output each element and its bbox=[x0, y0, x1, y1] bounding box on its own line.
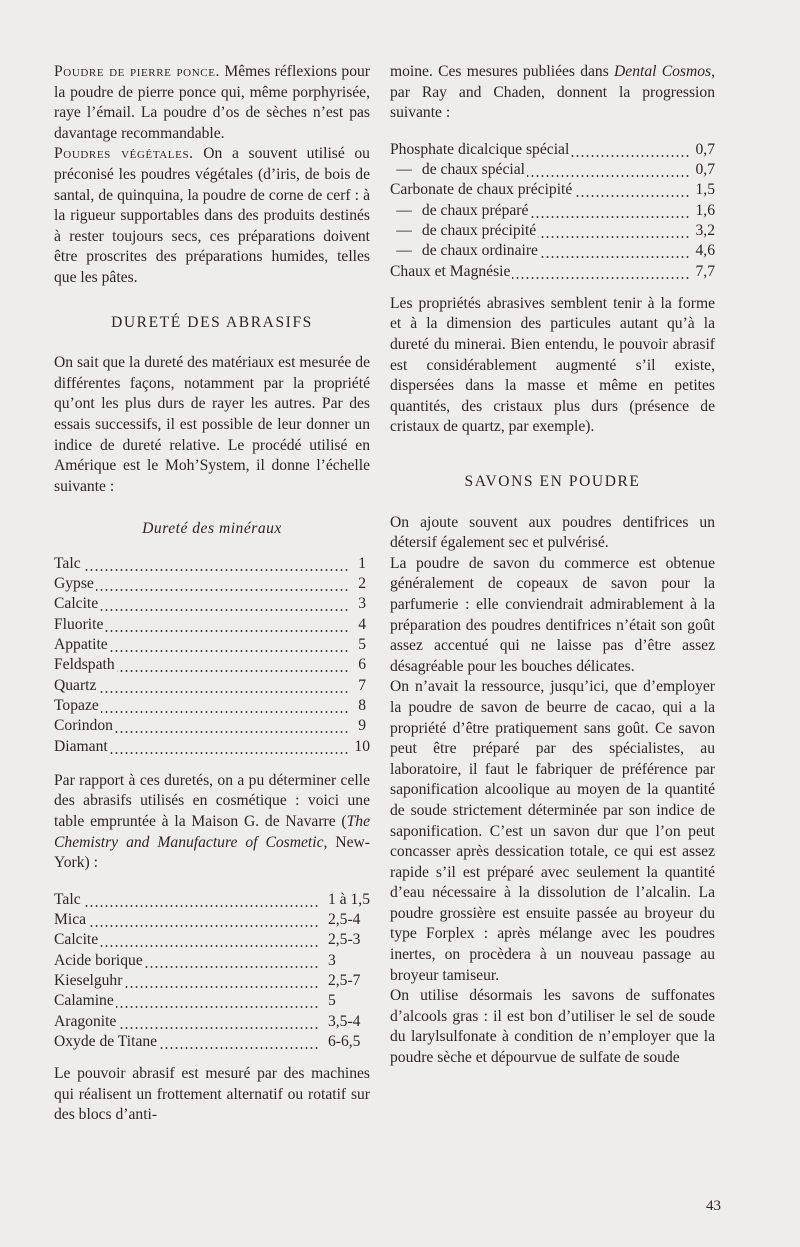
hardness-row-name: Gypse bbox=[54, 575, 94, 593]
phosphate-row-name: de chaux précipité bbox=[458, 181, 573, 199]
hardness-row-value: 4 bbox=[358, 615, 367, 633]
phosphate-row bbox=[390, 201, 715, 221]
phosphate-row-prefix: Chaux bbox=[390, 262, 431, 280]
hardness-row bbox=[54, 716, 370, 736]
hardness-row-value: 9 bbox=[358, 717, 367, 735]
abrasive-row bbox=[54, 910, 370, 930]
abrasive-row-name: Talc bbox=[54, 890, 81, 908]
abrasive-row-value: 2,5-7 bbox=[327, 972, 361, 989]
moine-after: , par Ray and Chaden, donnent la progression suivante : bbox=[390, 63, 715, 122]
right-column bbox=[390, 62, 715, 1069]
text-pierre-ponce: Mêmes réflexions pour la poudre de pierre ponce qui, même porphyrisée, raye l’émail. La poudre d’os de sèches n’est pas davantage recommandable. bbox=[54, 63, 370, 142]
hardness-row bbox=[54, 615, 370, 635]
phosphate-row-name: de chaux préparé bbox=[421, 201, 529, 219]
phosphate-row bbox=[390, 221, 715, 241]
abrasive-row-label-cell bbox=[54, 1032, 318, 1052]
hardness-row-value: 10 bbox=[354, 737, 370, 755]
rapport-before: Par rapport à ces duretés, on a pu déterminer celle des abrasifs utilisés en cosmétique : voici une table empruntée à la Maison G. de Navarre ( bbox=[54, 771, 370, 831]
hardness-row-label-cell bbox=[54, 594, 348, 614]
abrasive-row bbox=[54, 971, 370, 991]
lead-poudres-vegetales: Poudres végétales. bbox=[54, 145, 194, 163]
hardness-row-value: 7 bbox=[358, 676, 367, 694]
abrasive-row bbox=[54, 1032, 370, 1052]
rapport-after: , New-York) : bbox=[54, 833, 370, 872]
phosphate-row-prefix: — bbox=[396, 161, 412, 179]
hardness-row bbox=[54, 635, 370, 655]
hardness-row-label-cell bbox=[54, 737, 348, 757]
hardness-row bbox=[54, 594, 370, 614]
paragraph-savons-3: On n’avait la ressource, jusqu’ici, que d’employer la poudre de savon de beurre de cacao, qui a la propriété d’être pratiquement sans goût. Ce savon peut être préparé par des spécialistes, au laboratoire, il faut le fabriquer de préférence par saponification alcoolique au moyen de la quantité de soude strictement déterminée par son indice de saponification. C’est un savon dur que l’on peut concasser après dessication totale, ce qui est assez rapide s’il est préparé avec seulement la quantité d’eau nécessaire à la dissolution de l’alcalin. La poudre grossière est ensuite passée au broyeur du type Forplex : après mélange avec les poudres inertes, on procèdera à un nouveau passage au broyeur tamiseur. bbox=[390, 678, 715, 984]
phosphate-row-label-cell bbox=[390, 262, 690, 282]
phosphate-row-label-cell bbox=[390, 241, 690, 261]
phosphate-row-name: de chaux spécial bbox=[421, 161, 525, 179]
phosphate-row bbox=[390, 262, 715, 282]
abrasive-row-label-cell bbox=[54, 971, 318, 991]
abrasive-row-label-cell bbox=[54, 1012, 318, 1032]
hardness-row-value: 5 bbox=[358, 636, 367, 654]
abrasive-row-name: Mica bbox=[54, 911, 87, 929]
hardness-row bbox=[54, 574, 370, 594]
phosphate-table bbox=[390, 140, 715, 282]
paragraph-pouvoir-abrasif: Le pouvoir abrasif est mesuré par des machines qui réalisent un frottement alternatif ou rotatif sur des blocs d’anti- bbox=[54, 1065, 370, 1124]
phosphate-row bbox=[390, 241, 715, 261]
hardness-row-name: Appatite bbox=[54, 636, 108, 654]
paragraph-moine bbox=[390, 62, 715, 124]
phosphate-row bbox=[390, 160, 715, 180]
hardness-row-name: Quartz bbox=[54, 676, 97, 694]
rapport-italic: The Chemistry and Manufacture of Cosmetic bbox=[54, 813, 370, 851]
hardness-row-value: 8 bbox=[358, 696, 367, 714]
abrasive-row-value: 2,5-4 bbox=[327, 911, 361, 929]
hardness-row-value: 1 bbox=[358, 554, 367, 572]
abrasive-row-name: Acide borique bbox=[54, 951, 143, 969]
caption-durete-mineraux: Dureté des minéraux bbox=[142, 520, 282, 538]
hardness-row-name: Corindon bbox=[54, 717, 113, 735]
phosphate-row-value: 4,6 bbox=[695, 242, 715, 260]
hardness-row bbox=[54, 696, 370, 716]
hardness-row-label-cell bbox=[54, 655, 348, 675]
phosphate-row-value: 1,5 bbox=[695, 181, 715, 199]
hardness-row bbox=[54, 554, 370, 574]
abrasive-row-value: 3 bbox=[327, 951, 336, 969]
hardness-row bbox=[54, 676, 370, 696]
hardness-row-value: 3 bbox=[358, 595, 367, 613]
phosphate-row-value: 0,7 bbox=[695, 161, 715, 179]
phosphate-row-value: 0,7 bbox=[695, 140, 715, 158]
hardness-row-name: Calcite bbox=[54, 595, 99, 613]
phosphate-row-value: 1,6 bbox=[695, 201, 715, 219]
phosphate-row-prefix: — bbox=[396, 242, 412, 260]
abrasive-row-name: Aragonite bbox=[54, 1012, 117, 1030]
text-poudres-vegetales: On a souvent utilisé ou préconisé les poudres végétales (d’iris, de bois de santal, de quinquina, la poudre de corne de cerf : à la rigueur supportables dans des produits destinés à rester toujours secs, ces préparations doivent être proscrites des préparations humides, telles que les pâtes. bbox=[54, 145, 370, 286]
hardness-row-label-cell bbox=[54, 615, 348, 635]
paragraph-durete-intro: On sait que la dureté des matériaux est mesurée de différentes façons, notamment par la propriété qu’ont les plus durs de rayer les autres. Par des essais successifs, il est possible de leur donner un indice de dureté relative. Le procédé utilisé en Amérique est le Moh’System, il donne l’échelle suivante : bbox=[54, 354, 370, 495]
hardness-row-label-cell bbox=[54, 574, 348, 594]
phosphate-row-value: 3,2 bbox=[695, 221, 715, 239]
hardness-row-value: 2 bbox=[358, 575, 367, 593]
moine-before: moine. Ces mesures publiées dans bbox=[390, 63, 615, 80]
phosphate-row-name: de chaux ordinaire bbox=[421, 242, 538, 260]
heading-savons-poudre: SAVONS EN POUDRE bbox=[464, 473, 641, 491]
phosphate-row-label-cell bbox=[390, 140, 690, 160]
hardness-row-label-cell bbox=[54, 635, 348, 655]
abrasive-row-name: Calamine bbox=[54, 992, 114, 1010]
hardness-row-label-cell bbox=[54, 676, 348, 696]
paragraph-rapport bbox=[54, 771, 370, 874]
phosphate-row-prefix: — bbox=[396, 201, 412, 219]
hardness-row-name: Talc bbox=[54, 554, 81, 572]
abrasive-row-label-cell bbox=[54, 991, 318, 1011]
abrasive-row-label-cell bbox=[54, 930, 318, 950]
page-number: 43 bbox=[706, 1198, 721, 1214]
abrasive-row-value: 2,5-3 bbox=[327, 931, 361, 949]
heading-durete-abrasifs: DURETÉ DES ABRASIFS bbox=[111, 313, 313, 331]
abrasive-row-label-cell bbox=[54, 910, 318, 930]
phosphate-row-label-cell bbox=[390, 180, 690, 200]
phosphate-row-label-cell bbox=[390, 160, 690, 180]
hardness-row bbox=[54, 737, 370, 757]
paragraph-poudres-vegetales bbox=[54, 144, 370, 288]
phosphate-row-value: 7,7 bbox=[695, 262, 715, 280]
phosphate-row-name: dicalcique spécial bbox=[458, 140, 570, 158]
phosphate-row-prefix: Carbonate bbox=[390, 181, 455, 199]
abrasive-row bbox=[54, 930, 370, 950]
moine-italic: Dental Cosmos bbox=[614, 63, 712, 80]
phosphate-row bbox=[390, 140, 715, 160]
abrasive-row bbox=[54, 951, 370, 971]
hardness-row-label-cell bbox=[54, 554, 348, 574]
abrasive-row-name: Kieselguhr bbox=[54, 972, 123, 989]
abrasive-row bbox=[54, 991, 370, 1011]
abrasive-row bbox=[54, 1012, 370, 1032]
abrasive-table bbox=[54, 890, 370, 1052]
hardness-row-name: Topaze bbox=[54, 696, 99, 714]
abrasive-row-value: 3,5-4 bbox=[327, 1012, 361, 1030]
abrasive-row bbox=[54, 890, 370, 910]
paragraph-savons-2: La poudre de savon du commerce est obtenue généralement de copeaux de savon pour la parfumerie : elle conviendrait admirablement à la préparation des poudres dentifrices n’était son goût assez accentué qui ne laisse pas d’être assez désagréable pour les bouches délicates. bbox=[390, 554, 715, 675]
hardness-row-name: Fluorite bbox=[54, 615, 104, 633]
hardness-row-name: Feldspath bbox=[54, 656, 115, 674]
phosphate-row-name: et Magnésie bbox=[434, 262, 511, 280]
paragraph-pierre-ponce bbox=[54, 62, 370, 144]
hardness-row bbox=[54, 655, 370, 675]
abrasive-row-value: 1 à 1,5 bbox=[327, 890, 370, 908]
paragraph-proprietes: Les propriétés abrasives semblent tenir à la forme et à la dimension des particules autant qu’à la dureté du minerai. Bien entendu, le pouvoir abrasif est considérablement augmenté s’il existe, dispersées dans la masse et même en petites quantités, des cristaux plus durs (présence de cristaux de quartz, par exemple). bbox=[390, 294, 715, 436]
phosphate-row-label-cell bbox=[390, 221, 690, 241]
phosphate-row-prefix: Phosphate bbox=[390, 140, 455, 158]
hardness-row-value: 6 bbox=[358, 656, 367, 674]
phosphate-row bbox=[390, 180, 715, 200]
abrasive-row-name: Oxyde de Titane bbox=[54, 1032, 158, 1050]
phosphate-row-name: de chaux précipité bbox=[421, 221, 537, 239]
left-column bbox=[54, 62, 370, 1126]
paragraph-savons-1: On ajoute souvent aux poudres dentifrices un détersif également sec et pulvérisé. bbox=[390, 513, 715, 552]
hardness-row-label-cell bbox=[54, 696, 348, 716]
hardness-row-name: Diamant bbox=[54, 737, 108, 755]
phosphate-row-label-cell bbox=[390, 201, 690, 221]
abrasive-row-value: 5 bbox=[327, 992, 336, 1010]
phosphate-row-prefix: — bbox=[396, 221, 412, 239]
abrasive-row-value: 6-6,5 bbox=[327, 1032, 361, 1050]
hardness-table bbox=[54, 554, 370, 757]
abrasive-row-label-cell bbox=[54, 890, 318, 910]
abrasive-row-label-cell bbox=[54, 951, 318, 971]
abrasive-row-name: Calcite bbox=[54, 931, 99, 949]
lead-pierre-ponce: Poudre de pierre ponce. bbox=[54, 63, 221, 80]
paragraph-savons-4: On utilise désormais les savons de suffonates d’alcools gras : il est bon d’utiliser le sel de soude du larylsulfonate à condition de n’employer que la poudre sèche et dépourvue de sulfate de soude bbox=[390, 987, 715, 1067]
hardness-row-label-cell bbox=[54, 716, 348, 736]
